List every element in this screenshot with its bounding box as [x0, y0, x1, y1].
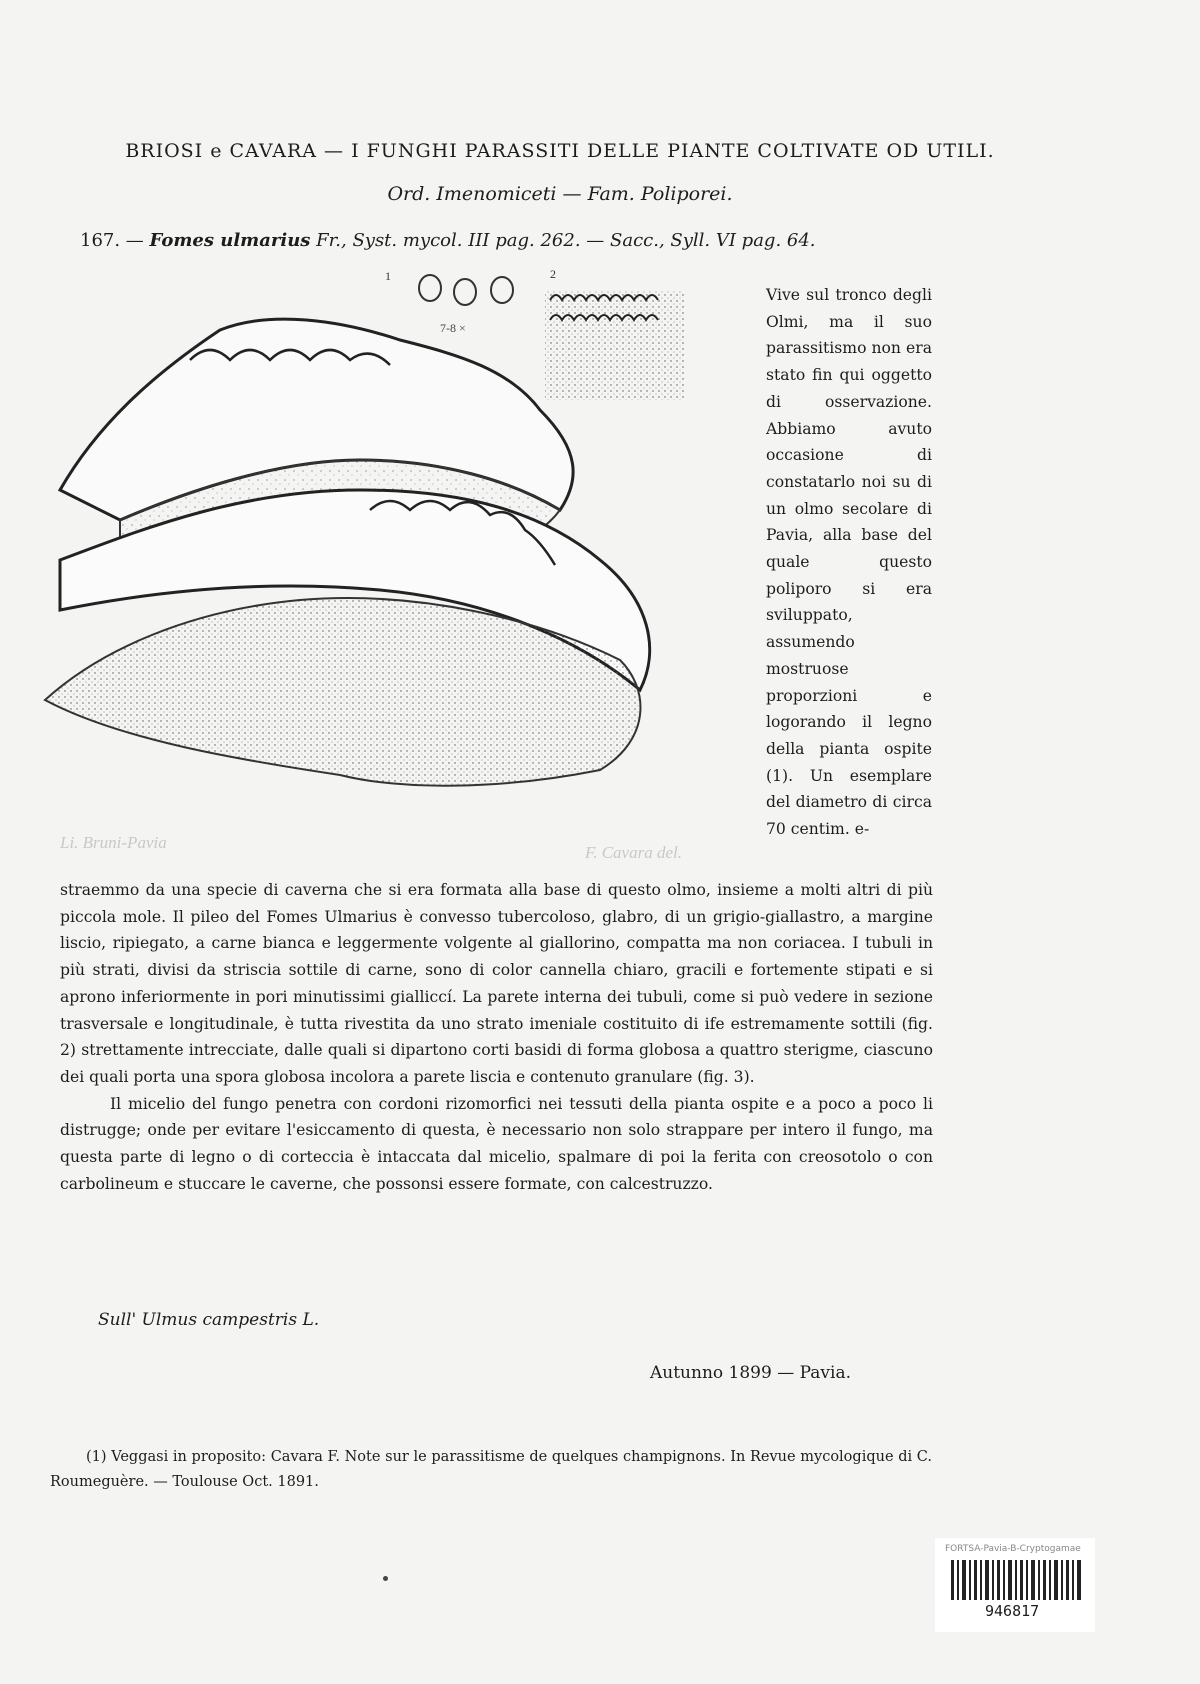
fig-label-2: 2 — [550, 270, 556, 281]
side-column-text — [766, 282, 932, 843]
illustration-figure — [40, 270, 740, 870]
date-place-line: Autunno 1899 — Pavia. — [650, 1363, 852, 1383]
barcode-header: FORTSA-Pavia-B-Cryptogamae — [945, 1544, 1081, 1554]
host-plant-line: Sull' Ulmus campestris L. — [98, 1310, 320, 1330]
entry-number: 167. — — [80, 230, 144, 251]
specimen-barcode-label — [935, 1538, 1095, 1632]
species-name: Fomes ulmarius — [149, 230, 311, 251]
footnote — [50, 1445, 932, 1495]
spore — [491, 277, 513, 303]
fungus-drawing — [40, 270, 740, 870]
footnote-text: (1) Veggasi in proposito: Cavara F. Note sur le parassitisme de quelques champignons. In Revue mycologique di C. Roumeguère. — Toulouse Oct. 1891. — [50, 1449, 932, 1490]
body-paragraph-1: straemmo da una specie di caverna che si era formata alla base di questo olmo, insieme a molti altri di più piccola mole. Il pileo del Fomes Ulmarius è convesso tubercoloso, glabro, di un grigio-giallastro, a margine liscio, ripiegato, a carne bianca e leggermente volgente al giallorino, compatta ma non coriacea. I tubuli in più strati, divisi da striscia sottile di carne, sono di color cannella chiaro, gracili e fortemente stipati e si aprono inferiormente in pori minutissimi gialliccí. La parete interna dei tubuli, come si può vedere in sezione trasversale e longitudinale, è tutta rivestita da uno strato imeniale costituito di ife estremamente sottili (fig. 2) strettamente intrecciate, dalle quali si dipartono corti basidi di forma globosa a quattro sterigme, ciascuno dei quali porta una spora globosa incolora a parete liscia e contenuto granulare (fig. 3). — [60, 881, 933, 1086]
running-header: BRIOSI e CAVARA — I FUNGHI PARASSITI DELLE PIANTE COLTIVATE OD UTILI. — [125, 140, 995, 162]
fig-label-1: 1 — [385, 270, 391, 283]
species-title-line — [80, 230, 940, 251]
order-family-heading: Ord. Imenomiceti — Fam. Poliporei. — [387, 183, 733, 205]
left-signature: Li. Bruni-Pavia — [60, 833, 167, 852]
stray-mark — [383, 1576, 388, 1581]
species-citation: Fr., Syst. mycol. III pag. 262. — Sacc., Syll. VI pag. 64. — [316, 230, 816, 251]
side-paragraph: Vive sul tronco degli Olmi, ma il suo parassitismo non era stato fin qui oggetto di osservazione. Abbiamo avuto occasione di constatarlo noi su di un olmo secolare di Pavia, alla base del quale questo poliporo si era sviluppato, assumendo mostruose proporzioni e logorando il legno della pianta ospite (1). Un esemplare del diametro di circa 70 centim. e- — [766, 286, 932, 839]
spore — [454, 279, 476, 305]
magnification-label: 7-8 × — [440, 321, 466, 335]
body-paragraph-2: Il micelio del fungo penetra con cordoni rizomorfici nei tessuti della pianta ospite e a poco a poco li distrugge; onde per evitare l'esiccamento di questa, è necessario non solo strappare per intero il fungo, ma questa parte di legno o di corteccia è intaccata dal micelio, spalmare di poi la ferita con creosotolo o con carbolineum e stuccare le caverne, che possonsi essere formate, con calcestruzzo. — [60, 1094, 933, 1193]
barcode-number: 946817 — [985, 1602, 1040, 1620]
hymenium-section — [545, 290, 685, 400]
right-signature: F. Cavara del. — [585, 843, 682, 862]
body-text — [60, 877, 933, 1197]
spore — [419, 275, 441, 301]
barcode-icon — [951, 1560, 1081, 1600]
